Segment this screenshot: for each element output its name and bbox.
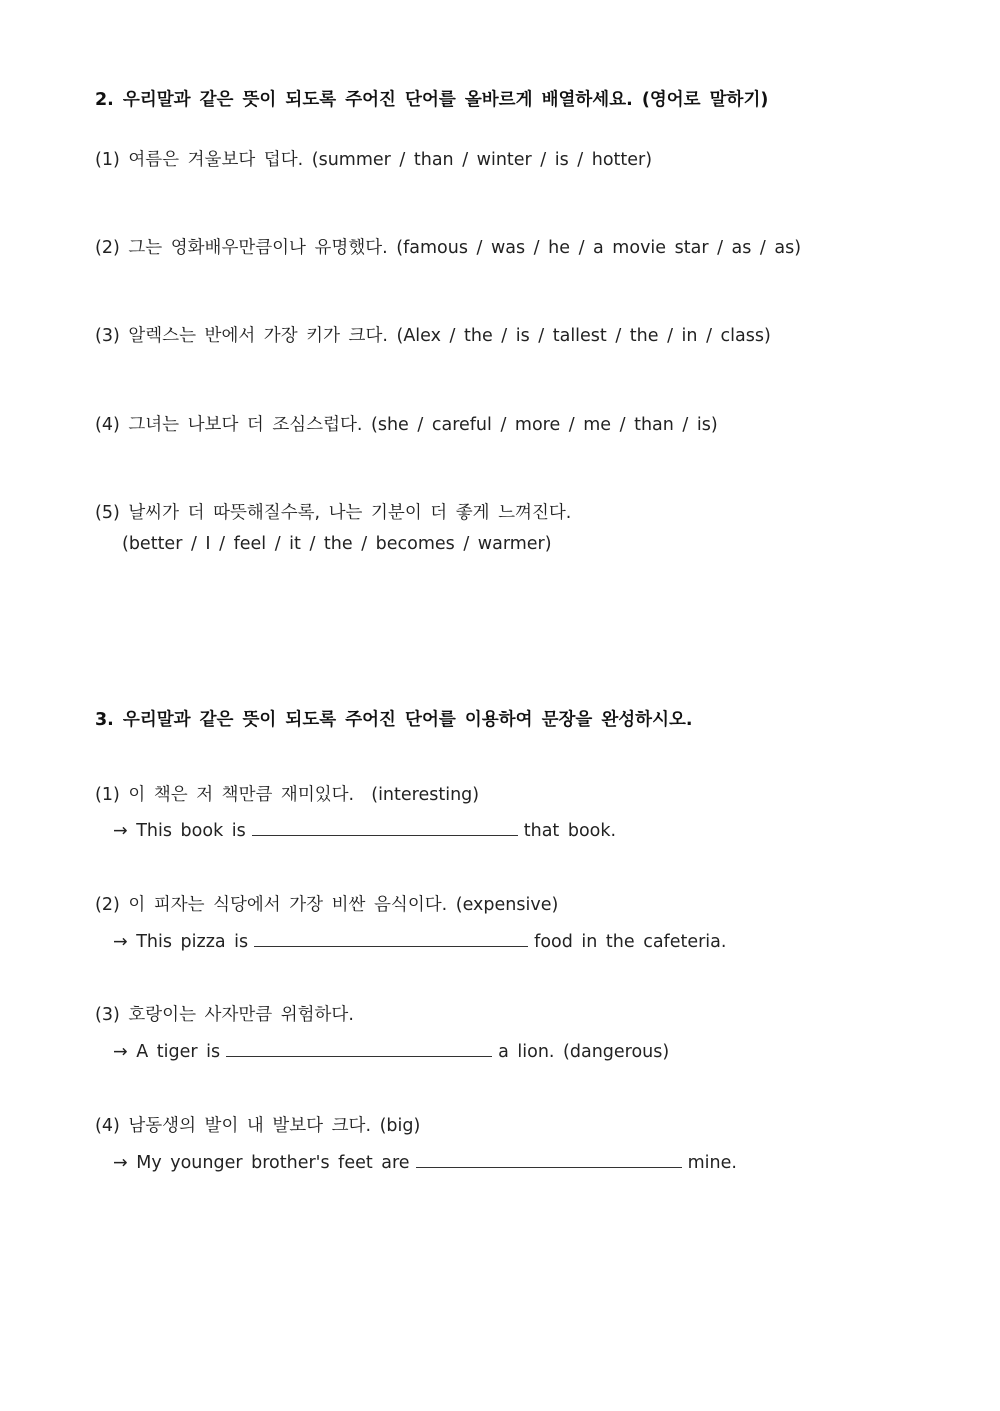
answer-1-suffix: that book. bbox=[523, 821, 617, 841]
section-3-question-4: (4) 남동생의 발이 내 발보다 크다. (big) bbox=[95, 1116, 421, 1136]
section-2-item-5-words: (better / I / feel / it / the / becomes / warmer) bbox=[122, 534, 552, 554]
section-3-question-1: (1) 이 책은 저 책만큼 재미있다. (interesting) bbox=[95, 785, 480, 805]
section-3-question-2: (2) 이 피자는 식당에서 가장 비싼 음식이다. (expensive) bbox=[95, 895, 559, 915]
answer-2-suffix: food in the cafeteria. bbox=[534, 932, 727, 952]
section-2-heading: 2. 우리말과 같은 뜻이 되도록 주어진 단어를 올바르게 배열하세요. (영어로 말하기) bbox=[95, 90, 769, 110]
section-3-question-3: (3) 호랑이는 사자만큼 위험하다. bbox=[95, 1005, 354, 1025]
answer-4-prefix: → My younger brother's feet are bbox=[113, 1153, 410, 1173]
section-2-item-1: (1) 여름은 겨울보다 덥다. (summer / than / winter / is / hotter) bbox=[95, 150, 653, 170]
section-2-item-4: (4) 그녀는 나보다 더 조심스럽다. (she / careful / more / me / than / is) bbox=[95, 415, 718, 435]
section-3-answer-4 bbox=[113, 1151, 737, 1175]
answer-4-suffix: mine. bbox=[687, 1153, 737, 1173]
answer-1-blank[interactable] bbox=[252, 819, 518, 836]
answer-2-blank[interactable] bbox=[254, 930, 528, 947]
section-3-answer-1 bbox=[113, 819, 616, 843]
section-3-answer-3 bbox=[113, 1040, 669, 1064]
answer-3-blank[interactable] bbox=[226, 1040, 492, 1057]
answer-2-prefix: → This pizza is bbox=[113, 932, 249, 952]
answer-3-prefix: → A tiger is bbox=[113, 1042, 221, 1062]
answer-4-blank[interactable] bbox=[416, 1151, 682, 1168]
answer-3-suffix: a lion. (dangerous) bbox=[498, 1042, 670, 1062]
section-2-item-5: (5) 날씨가 더 따뜻해질수록, 나는 기분이 더 좋게 느껴진다. bbox=[95, 503, 572, 523]
section-3-heading: 3. 우리말과 같은 뜻이 되도록 주어진 단어를 이용하여 문장을 완성하시오. bbox=[95, 710, 693, 730]
answer-1-prefix: → This book is bbox=[113, 821, 246, 841]
section-2-item-3: (3) 알렉스는 반에서 가장 키가 크다. (Alex / the / is / tallest / the / in / class) bbox=[95, 326, 771, 346]
section-3-answer-2 bbox=[113, 930, 726, 954]
section-2-item-2: (2) 그는 영화배우만큼이나 유명했다. (famous / was / he / a movie star / as / as) bbox=[95, 238, 802, 258]
